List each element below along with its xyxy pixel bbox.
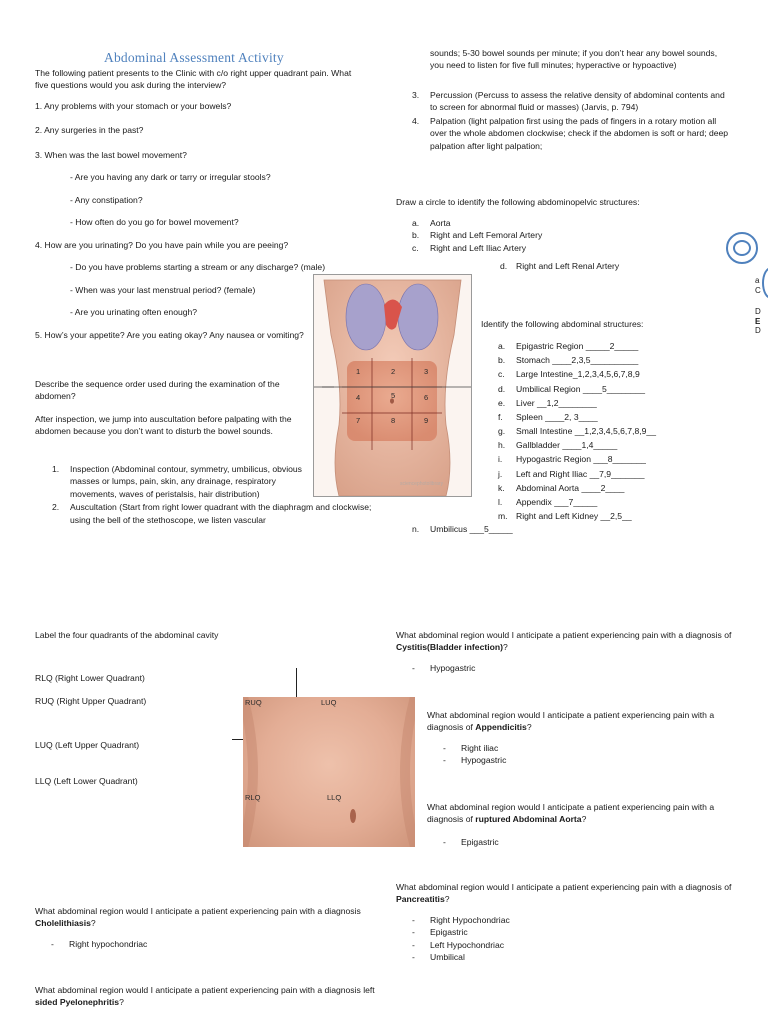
left-lung-icon bbox=[346, 284, 386, 350]
pain-question-pancreatitis: What abdominal region would I anticipate a patient experiencing pain with a diagnosis of Pancreatitis? - Right Hypochondriac - Epigastric - Left Hypochondriac - Umbilical bbox=[396, 881, 736, 964]
quadrant-llq: LLQ (Left Lower Quadrant) bbox=[35, 776, 138, 786]
identify-item: f. Spleen ____2, 3____ bbox=[498, 411, 598, 422]
region-number-3: 3 bbox=[424, 367, 429, 376]
region-number-5: 5 bbox=[391, 391, 396, 400]
circle-item-renal: d. Right and Left Renal Artery bbox=[500, 261, 620, 271]
question-1: 1. Any problems with your stomach or your bowels? bbox=[35, 101, 232, 111]
quadrant-ruq: RUQ (Right Upper Quadrant) bbox=[35, 696, 147, 706]
sequence-steps-right bbox=[412, 89, 734, 153]
concentric-circle-icon[interactable] bbox=[726, 232, 758, 264]
sequence-explanation: After inspection, we jump into auscultation before palpating with the abdomen because you don’t want to disturb the bowel sounds. bbox=[35, 414, 292, 437]
region-number-4: 4 bbox=[356, 393, 361, 402]
abdominal-regions-figure bbox=[313, 274, 472, 497]
identify-item: b. Stomach ____2,3,5__________ bbox=[498, 355, 639, 366]
abdomen-shading bbox=[243, 697, 415, 847]
region-number-1: 1 bbox=[356, 367, 361, 376]
pain-question-pyelonephritis: What abdominal region would I anticipate a patient experiencing pain with a diagnosis left sided Pyelonephritis? bbox=[35, 985, 375, 1008]
identify-item: k. Abdominal Aorta ____2____ bbox=[498, 482, 625, 493]
circle-task-list bbox=[412, 217, 662, 254]
sequence-prompt: Describe the sequence order used during the examination of the abdomen? bbox=[35, 379, 280, 402]
answer-list: - Hypogastric bbox=[412, 662, 476, 673]
auscultation-continuation: sounds; 5-30 bowel sounds per minute; if you don’t hear any bowel sounds, you need to listen for five full minutes; hyperactive or hypoactive) bbox=[430, 48, 718, 71]
quadrant-luq: LUQ (Left Upper Quadrant) bbox=[35, 740, 140, 750]
identify-list bbox=[498, 339, 708, 523]
step-auscultation: 2. Auscultation (Start from right lower quadrant with the diaphragm and clockwise; using the bell of the stethoscope, we listen vascular bbox=[52, 502, 372, 525]
answer-list: - Right iliac - Hypogastric bbox=[443, 742, 507, 766]
region-number-2: 2 bbox=[391, 367, 396, 376]
circle-task-prompt: Draw a circle to identify the following abdominopelvic structures: bbox=[396, 197, 640, 207]
edge-letters: a C D E D bbox=[755, 276, 761, 336]
answer-list: - Right Hypochondriac - Epigastric - Left Hypochondriac - Umbilical bbox=[412, 914, 510, 963]
question-3: 3. When was the last bowel movement? bbox=[35, 149, 187, 160]
quadrants-prompt: Label the four quadrants of the abdominal cavity bbox=[35, 630, 219, 640]
question-3-sub-2: - Any constipation? bbox=[70, 194, 143, 205]
question-4-sub-1: - Do you have problems starting a stream or any discharge? (male) bbox=[70, 262, 326, 273]
identify-item: m. Right and Left Kidney __2,5__ bbox=[498, 511, 632, 522]
abdomen-photo bbox=[243, 697, 415, 847]
identify-item: c. Large Intestine_1,2,3,4,5,6,7,8,9 bbox=[498, 369, 640, 380]
region-number-9: 9 bbox=[424, 416, 429, 425]
pain-question-cholelithiasis: What abdominal region would I anticipate a patient experiencing pain with a diagnosis Cholelithiasis? - Right hypochondriac bbox=[35, 905, 375, 950]
identify-item: e. Liver __1,2________ bbox=[498, 397, 597, 408]
identify-item: a. Epigastric Region _____2_____ bbox=[498, 341, 639, 351]
question-4-sub-2: - When was your last menstrual period? (female) bbox=[70, 284, 256, 295]
identify-item-umbilicus: n. Umbilicus ___5_____ bbox=[412, 524, 513, 534]
answer-list: - Right hypochondriac bbox=[51, 938, 148, 949]
photo-label-rlq: RLQ bbox=[245, 793, 261, 802]
photo-label-llq: LLQ bbox=[327, 793, 342, 802]
question-2: 2. Any surgeries in the past? bbox=[35, 125, 144, 136]
circle-item-iliac: c. Right and Left Iliac Artery bbox=[412, 242, 527, 253]
step-palpation: 4. Palpation (light palpation first using the pads of fingers in a rotary motion all over the whole abdomen clockwise; check if the abdomen is soft or hard; deep palpation after light palpation; bbox=[412, 115, 729, 151]
quadrant-rlq: RLQ (Right Lower Quadrant) bbox=[35, 673, 145, 683]
intro-text: The following patient presents to the Clinic with c/o right upper quadrant pain. What five questions would you ask during the interview? bbox=[35, 68, 352, 91]
step-percussion: 3. Percussion (Percuss to assess the relative density of abdominal contents and to screen for abnormal fluid or masses) (Jarvis, p. 794) bbox=[412, 90, 725, 113]
inner-circle-icon bbox=[733, 240, 751, 256]
right-lung-icon bbox=[398, 284, 438, 350]
answer-list: - Epigastric bbox=[443, 836, 499, 847]
pain-question-appendicitis: What abdominal region would I anticipate a patient experiencing pain with a diagnosis of Appendicitis? - Right iliac - Hypogastric bbox=[427, 709, 737, 767]
question-4-sub-3: - Are you urinating often enough? bbox=[70, 307, 198, 318]
region-number-8: 8 bbox=[391, 416, 396, 425]
circle-item-aorta: a. Aorta bbox=[412, 218, 451, 228]
photo-label-ruq: RUQ bbox=[245, 698, 262, 707]
step-inspection: 1. Inspection (Abdominal contour, symmetry, umbilicus, obvious masses or lumps, pain, skin, any drainage, respiratory movements, waves of peristalsis, hair distribution) bbox=[52, 464, 302, 499]
circle-item-femoral: b. Right and Left Femoral Artery bbox=[412, 230, 543, 241]
partial-circle-icon bbox=[762, 267, 768, 299]
question-3-sub-1: - Are you having any dark or tarry or irregular stools? bbox=[70, 172, 271, 183]
navel-icon bbox=[350, 809, 356, 823]
identify-item: d. Umbilical Region ____5________ bbox=[498, 383, 645, 394]
identify-item: h. Gallbladder ____1,4_____ bbox=[498, 440, 618, 451]
pain-question-cystitis: What abdominal region would I anticipate a patient experiencing pain with a diagnosis of Cystitis(Bladder infection)? - Hypogastric bbox=[396, 629, 736, 674]
question-3-sub-3: - How often do you go for bowel movement? bbox=[70, 217, 239, 228]
page-title: Abdominal Assessment Activity bbox=[104, 50, 284, 65]
question-5: 5. How’s your appetite? Are you eating okay? Any nausea or vomiting? bbox=[35, 329, 304, 340]
pain-question-aorta: What abdominal region would I anticipate a patient experiencing pain with a diagnosis of ruptured Abdominal Aorta? - Epigastric bbox=[427, 801, 737, 848]
identify-item: j. Left and Right Iliac __7,9_______ bbox=[498, 468, 645, 479]
question-4: 4. How are you urinating? Do you have pain while you are peeing? bbox=[35, 239, 289, 250]
torso-illustration bbox=[314, 275, 471, 496]
region-number-7: 7 bbox=[356, 416, 361, 425]
identify-item: g. Small Intestine __1,2,3,4,5,6,7,8,9__ bbox=[498, 426, 656, 437]
region-number-6: 6 bbox=[424, 393, 429, 402]
figure-watermark: sciencephotolibrary bbox=[400, 481, 444, 487]
identify-item: l. Appendix ___7_____ bbox=[498, 496, 598, 507]
photo-label-luq: LUQ bbox=[321, 698, 337, 707]
identify-prompt: Identify the following abdominal structures: bbox=[481, 319, 644, 329]
identify-item: i. Hypogastric Region ___8_______ bbox=[498, 454, 646, 465]
